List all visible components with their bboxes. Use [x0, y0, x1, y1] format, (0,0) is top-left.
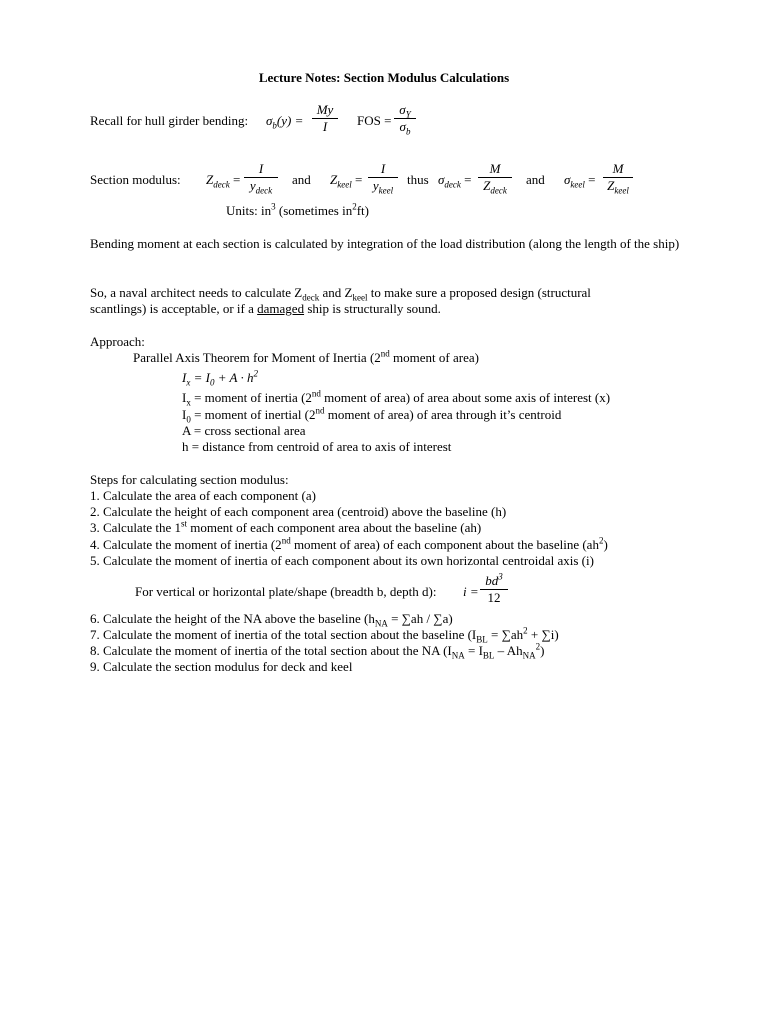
- parallel-axis-theorem: Parallel Axis Theorem for Moment of Inertia (2nd moment of area): [133, 348, 479, 365]
- recall-label: Recall for hull girder bending:: [90, 113, 249, 128]
- step-3: 3. Calculate the 1st moment of each component area about the baseline (ah): [90, 518, 482, 535]
- step-1: 1. Calculate the area of each component (a): [90, 488, 316, 503]
- sigma-keel-lhs: $\sigma_{keel}$ =: [564, 172, 596, 190]
- thus-text: thus: [407, 172, 429, 187]
- approach-label: Approach:: [90, 334, 145, 349]
- definition-ix: $I_x$ = moment of inertia (2nd moment of area) of area about some axis of interest (x): [182, 388, 611, 408]
- z-deck-fraction: I $y_{deck}$: [244, 161, 278, 194]
- and-text-1: and: [292, 172, 311, 187]
- bending-moment-paragraph: Bending moment at each section is calculated by integration of the load distribution (along the length of the ship): [90, 236, 680, 251]
- steps-header: Steps for calculating section modulus:: [90, 472, 289, 487]
- sigma-deck-lhs: $\sigma_{deck}$ =: [438, 172, 472, 190]
- sigma-b-of-y: $\sigma_b(y)$ =: [266, 113, 304, 131]
- step-5: 5. Calculate the moment of inertia of each component about its own horizontal centroidal axis (i): [90, 553, 594, 568]
- and-text-2: and: [526, 172, 545, 187]
- z-keel-lhs: $Z_{keel}$ =: [330, 172, 363, 190]
- fos-fraction: $\sigma_Y$ $\sigma_b$: [394, 102, 416, 135]
- z-keel-fraction: I $y_{keel}$: [368, 161, 398, 194]
- step-6: 6. Calculate the height of the NA above the baseline $(h_{NA} = \sum ah / \sum a)$: [90, 611, 453, 629]
- definition-h: h = distance from centroid of area to axis of interest: [182, 439, 452, 454]
- fos-label: FOS =: [357, 113, 392, 128]
- my-over-i-fraction: My I: [312, 102, 338, 135]
- page-title: Lecture Notes: Section Modulus Calculations: [258, 70, 510, 85]
- definition-a: A = cross sectional area: [182, 423, 306, 438]
- section-modulus-label: Section modulus:: [90, 172, 181, 187]
- step-7: 7. Calculate the moment of inertia of the total section about the baseline $(I_{BL} = \sum ah^2 + \sum i)$: [90, 625, 559, 645]
- step-8: 8. Calculate the moment of inertia of the total section about the NA $(I_{NA} = I_{BL} - Ah_{NA}^2)$: [90, 641, 545, 661]
- parallel-axis-formula: $I_x = I_0 + A \cdot h^2$: [182, 368, 258, 388]
- plate-shape-text: For vertical or horizontal plate/shape (breadth b, depth d):: [135, 584, 437, 599]
- step-9: 9. Calculate the section modulus for deck and keel: [90, 659, 353, 674]
- step-4: 4. Calculate the moment of inertia (2nd moment of area) of each component about the baseline $(ah^2)$: [90, 535, 608, 552]
- sigma-deck-fraction: M $Z_{deck}$: [478, 161, 512, 194]
- plate-i-equals: i =: [463, 584, 479, 599]
- step-2: 2. Calculate the height of each component area (centroid) above the baseline (h): [90, 504, 507, 519]
- units-line: Units: $in^3$ (sometimes $in^2ft$): [226, 201, 369, 218]
- sigma-keel-fraction: M $Z_{keel}$: [603, 161, 633, 194]
- definition-i0: $I_0$ = moment of inertial (2nd moment of area) of area through it’s centroid: [182, 405, 562, 425]
- naval-architect-paragraph: So, a naval architect needs to calculate $Z_{deck}$ and $Z_{keel}$ to make sure a proposed design (structural scantlings) is acceptable, or if a damaged ship is structurally sound.: [90, 285, 591, 316]
- bd3-over-12-fraction: $bd^3$ 12: [480, 573, 508, 606]
- z-deck-lhs: $Z_{deck}$ =: [206, 172, 241, 190]
